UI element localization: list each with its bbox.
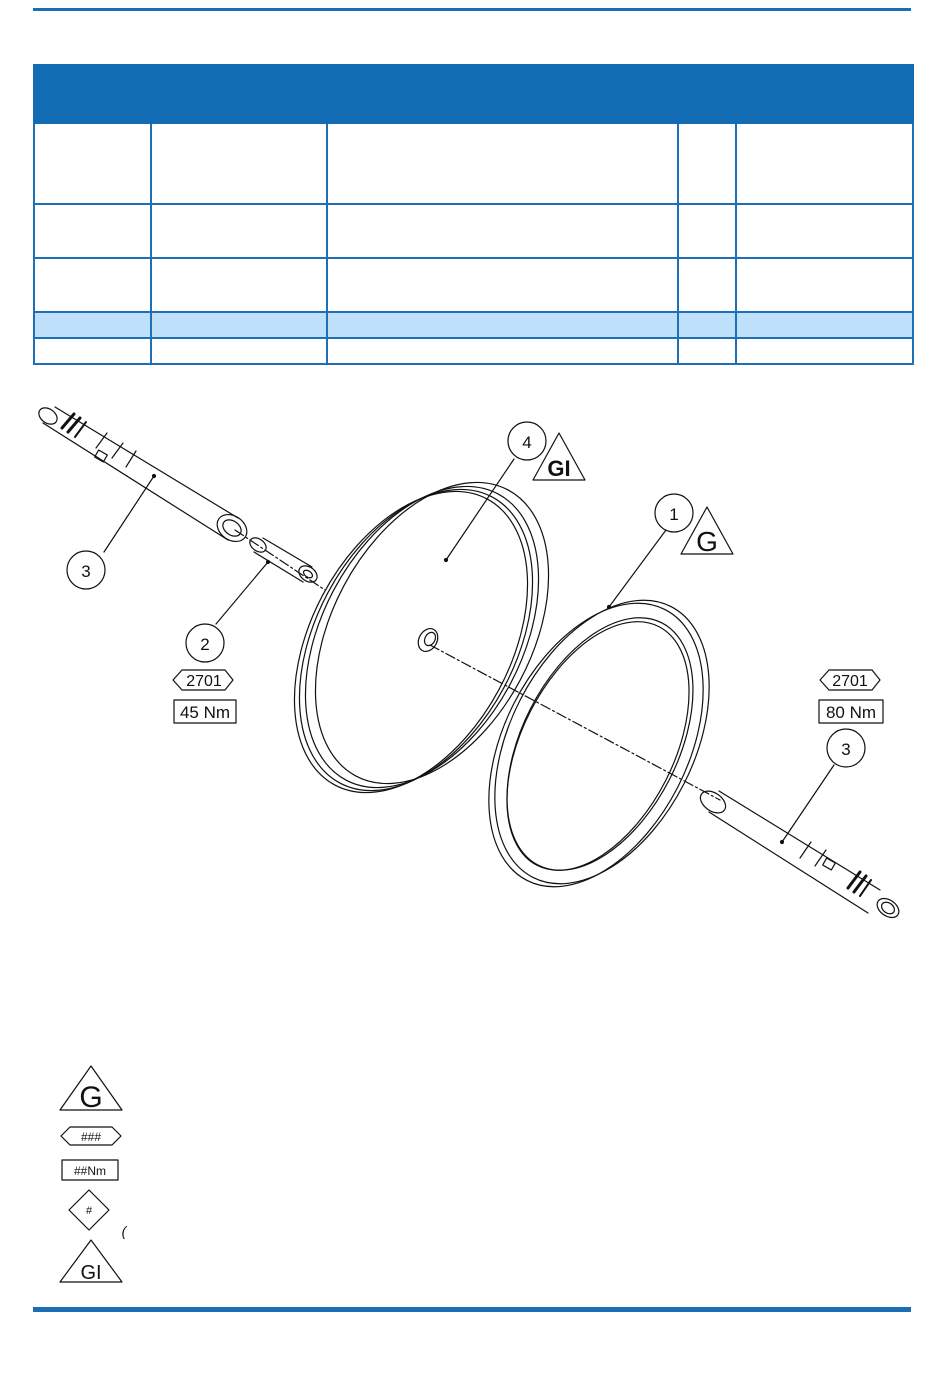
torque-label: 80 Nm bbox=[825, 703, 877, 722]
legend-torque-label: ##Nm bbox=[73, 1164, 107, 1178]
balloon-label: 3 bbox=[81, 562, 91, 581]
torque-label: 45 Nm bbox=[179, 703, 231, 722]
footer-rule bbox=[33, 1307, 911, 1312]
axis-line bbox=[235, 530, 325, 590]
leader-line bbox=[104, 476, 154, 552]
legend-note-label: # bbox=[85, 1205, 93, 1217]
right-shaft-part bbox=[696, 787, 902, 922]
leader-line bbox=[216, 562, 268, 624]
ring-part bbox=[445, 565, 753, 922]
sleeve-part bbox=[247, 535, 320, 586]
balloon-label: 4 bbox=[522, 433, 532, 452]
leader-line bbox=[446, 459, 514, 560]
legend-grease-i-label: GI bbox=[80, 1262, 102, 1284]
leader-line bbox=[609, 530, 666, 607]
balloon-label: 1 bbox=[669, 505, 679, 524]
legend-grease-label: G bbox=[79, 1081, 103, 1114]
grease-tag-label: GI bbox=[547, 456, 571, 481]
balloon-label: 3 bbox=[841, 740, 851, 759]
disc-part bbox=[247, 443, 597, 832]
legend-note-fragment: ( bbox=[121, 1223, 127, 1239]
grease-tag-label: G bbox=[696, 526, 718, 557]
leader-line bbox=[782, 765, 834, 842]
left-shaft-part bbox=[36, 405, 252, 547]
legend-loctite-label: ### bbox=[80, 1130, 102, 1144]
loctite-label: 2701 bbox=[186, 673, 222, 690]
axis-line bbox=[430, 645, 720, 800]
loctite-label: 2701 bbox=[832, 673, 868, 690]
balloon-label: 2 bbox=[200, 635, 210, 654]
